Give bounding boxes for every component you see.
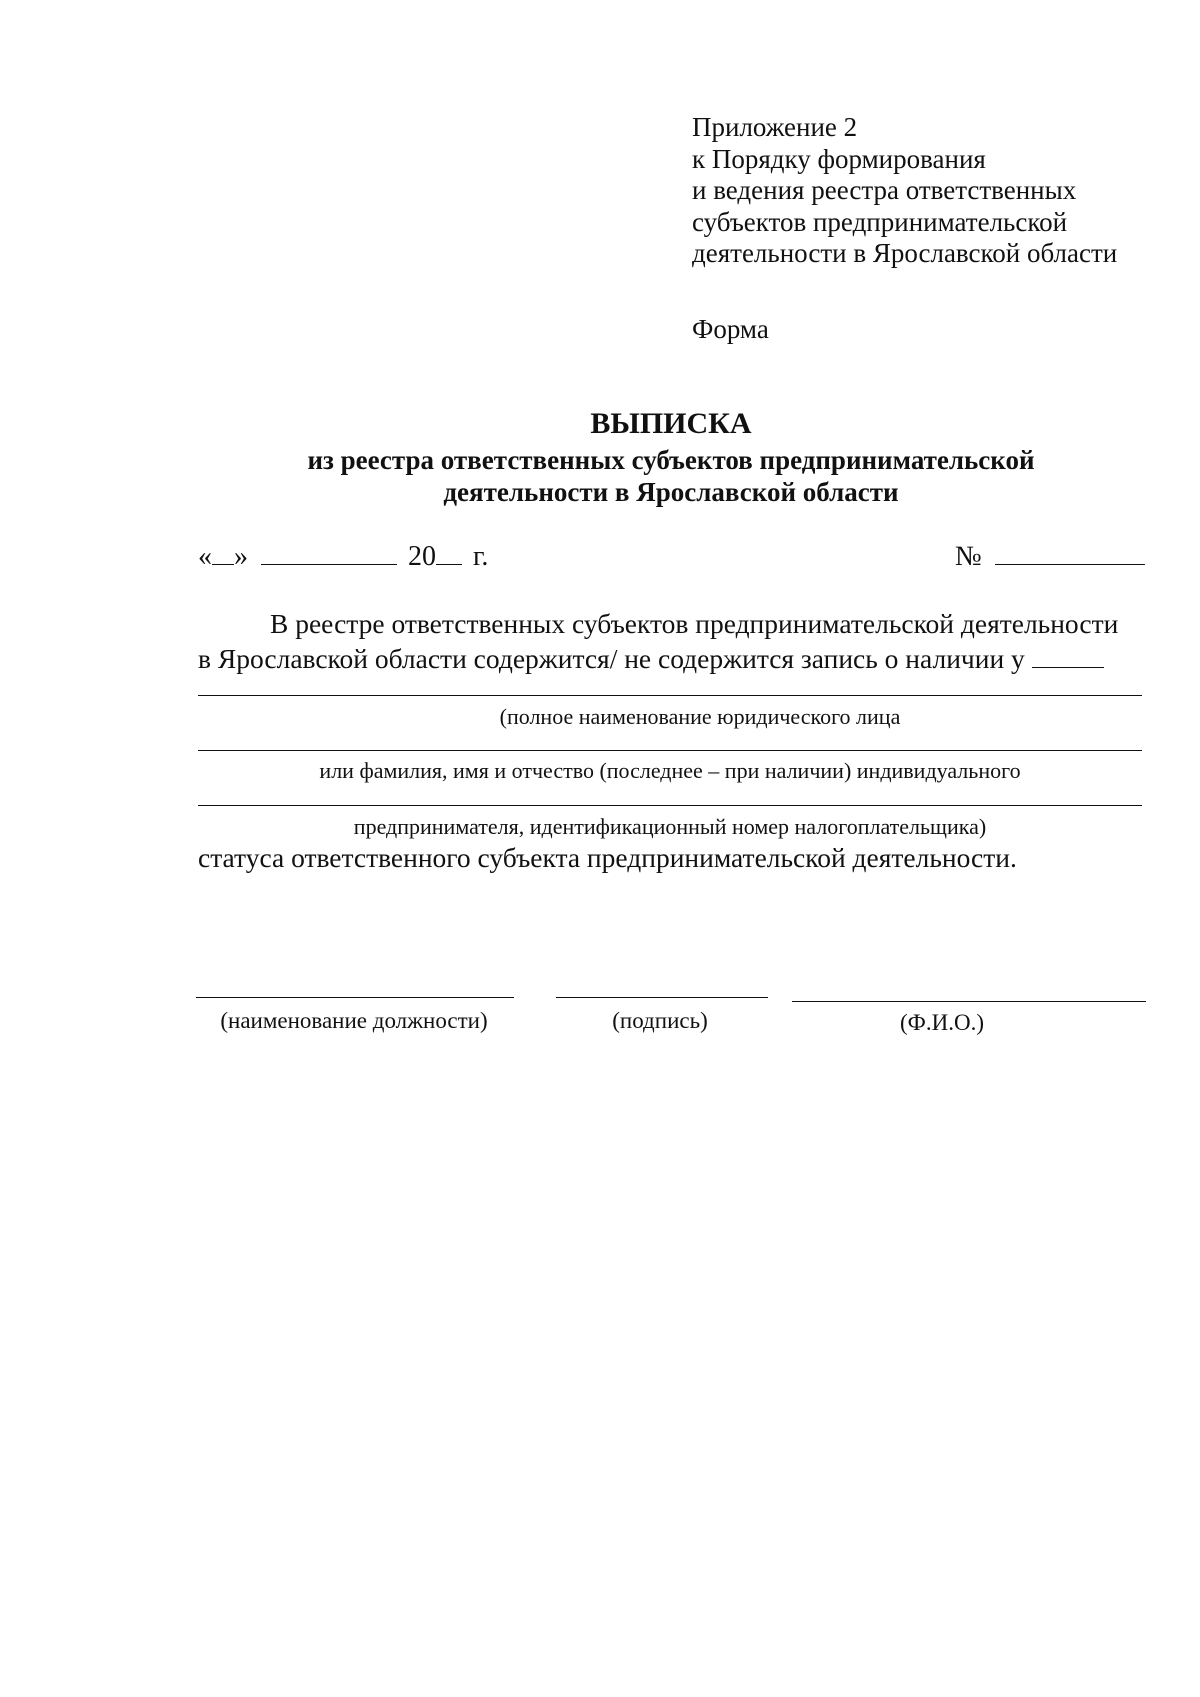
caption-taxpayer-id: предпринимателя, идентификационный номер налогоплательщика) <box>353 814 987 839</box>
caption-legal-entity: (полное наименование юридического лица <box>499 704 901 729</box>
legal-entity-name-line[interactable] <box>198 695 1142 696</box>
document-title: ВЫПИСКА <box>590 407 752 440</box>
signature-line[interactable] <box>556 997 768 998</box>
body-line <box>198 641 1104 675</box>
document-subtitle-line: из реестра ответственных субъектов предпринимательской <box>307 445 1035 475</box>
full-name-line[interactable] <box>792 1001 1146 1002</box>
caption-entrepreneur-name: или фамилия, имя и отчество (последнее – при наличии) индивидуального <box>319 758 1021 783</box>
appendix-block <box>692 112 1117 270</box>
number-field-row <box>955 538 1145 573</box>
entrepreneur-name-line[interactable] <box>198 750 1142 751</box>
position-line[interactable] <box>196 997 514 998</box>
month-blank[interactable] <box>261 538 397 565</box>
taxpayer-id-line[interactable] <box>198 805 1142 806</box>
appendix-line: к Порядку формирования <box>692 143 986 174</box>
appendix-line: Приложение 2 <box>692 112 858 142</box>
form-label: Форма <box>692 314 769 344</box>
open-quote: « <box>198 541 212 572</box>
caption-signature: (подпись) <box>612 1008 708 1033</box>
appendix-line: и ведения реестра ответственных <box>692 175 1077 205</box>
body-line: статуса ответственного субъекта предпринимательской деятельности. <box>198 842 1017 873</box>
body-line: В реестре ответственных субъектов предпринимательской деятельности <box>270 608 1119 639</box>
year-suffix: г. <box>473 541 489 572</box>
caption-position: (наименование должности) <box>220 1008 488 1033</box>
document-subtitle-line: деятельности в Ярославской области <box>443 477 899 507</box>
day-blank[interactable] <box>212 538 234 565</box>
close-quote: » <box>234 541 248 572</box>
appendix-line: деятельности в Ярославской области <box>692 238 1118 268</box>
caption-full-name: (Ф.И.О.) <box>900 1010 984 1035</box>
number-sign: № <box>955 541 982 572</box>
date-field-row <box>198 538 488 573</box>
year-blank[interactable] <box>436 538 462 565</box>
appendix-line: субъектов предпринимательской <box>692 206 1068 237</box>
year-prefix: 20 <box>408 541 436 572</box>
body-line-text: в Ярославской области содержится/ не содержится запись о наличии у <box>198 643 1025 674</box>
number-blank[interactable] <box>995 538 1145 565</box>
subject-blank[interactable] <box>1032 641 1104 668</box>
